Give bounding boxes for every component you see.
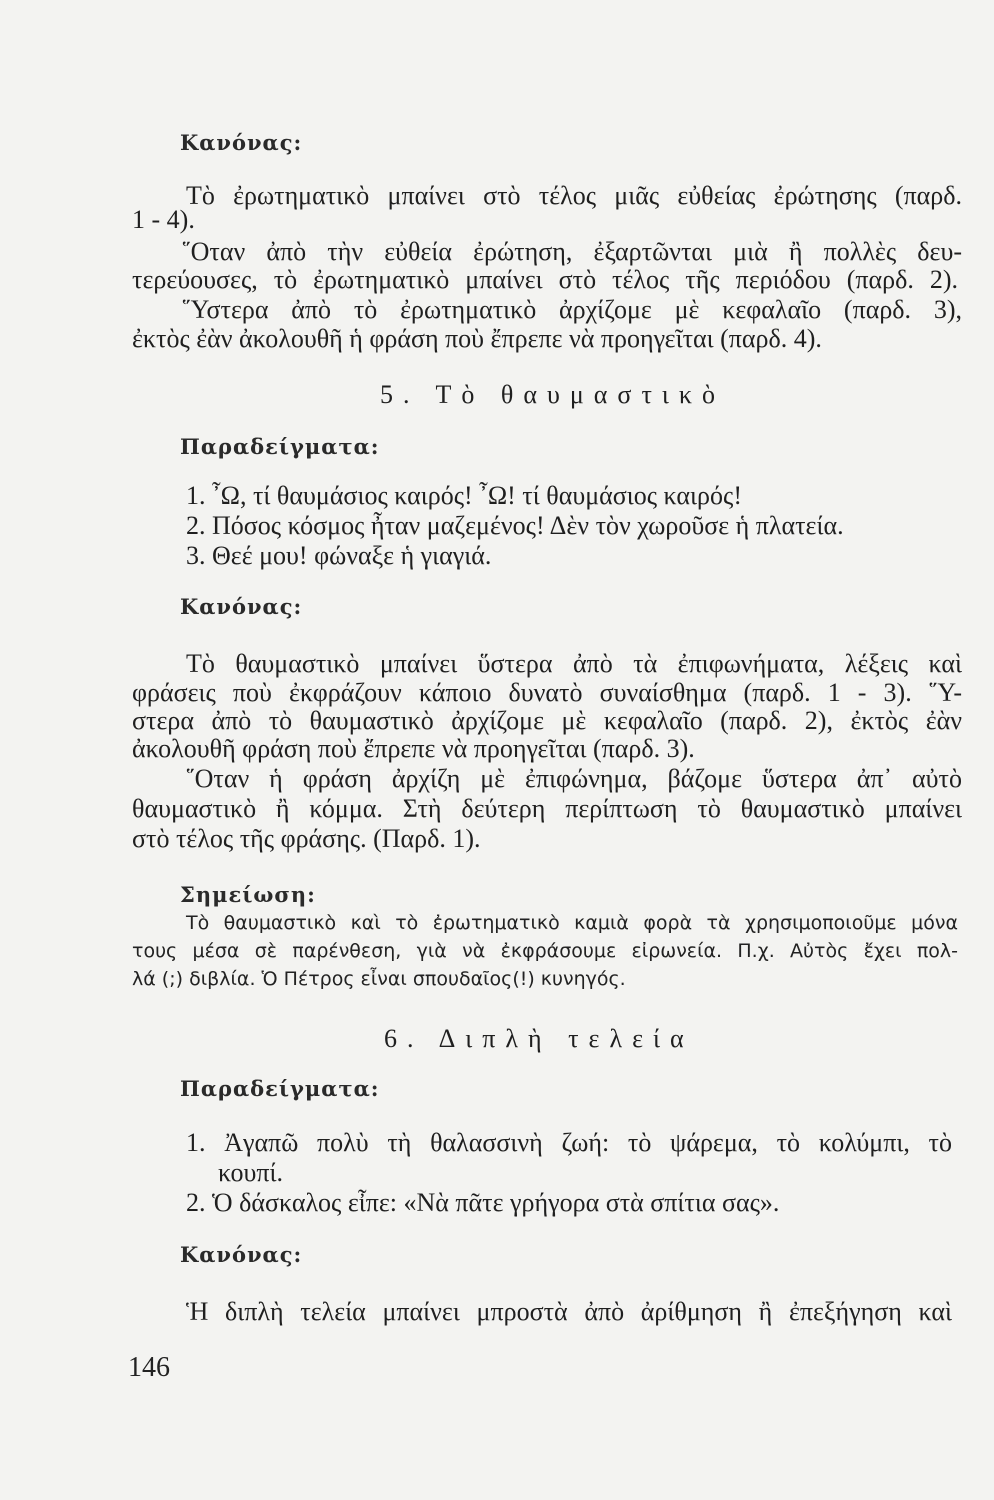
rule-line: φράσεις ποὺ ἐκφράζουν κάποιο δυνατὸ συναίσθημα (παρδ. 1 - 3). ῞Υ-: [132, 678, 962, 707]
rule-line: Τὸ ἐρωτηματικὸ μπαίνει στὸ τέλος μιᾶς εὐθείας ἐρώτησης (παρδ.: [186, 181, 962, 210]
rule-line: ἐκτὸς ἐὰν ἀκολουθῆ ἡ φράση ποὺ ἔπρεπε νὰ προηγεῖται (παρδ. 4).: [132, 324, 822, 353]
rule-line: 1 - 4).: [132, 205, 195, 234]
note-line: τους μέσα σὲ παρένθεση, γιὰ νὰ ἐκφράσουμε εἰρωνεία. Π.χ. Αὐτὸς ἔχει πολ-: [132, 940, 958, 962]
rule-line: τερεύουσες, τὸ ἐρωτηματικὸ μπαίνει στὸ τέλος τῆς περιόδου (παρδ. 2).: [132, 265, 958, 294]
rule-line: στερα ἀπὸ τὸ θαυμαστικὸ ἀρχίζομε μὲ κεφαλαῖο (παρδ. 2), ἐκτὸς ἐὰν: [132, 706, 962, 735]
section-title: 6. Διπλὴ τελεία: [384, 1024, 694, 1053]
example-item: 2. Ὁ δάσκαλος εἶπε: «Νὰ πᾶτε γρήγορα στὰ σπίτια σας».: [186, 1188, 780, 1217]
example-item: 2. Πόσος κόσμος ἦταν μαζεμένος! Δὲν τὸν χωροῦσε ἡ πλατεία.: [186, 511, 844, 540]
rule-line: ἀκολουθῆ φράση ποὺ ἔπρεπε νὰ προηγεῖται (παρδ. 3).: [132, 734, 695, 763]
rule-line: ῞Οταν ἡ φράση ἀρχίζη μὲ ἐπιφώνημα, βάζομε ὕστερα ἀπ᾿ αὐτὸ: [186, 764, 962, 793]
note-heading: Σημείωση:: [180, 882, 316, 907]
rule-line: ῞Οταν ἀπὸ τὴν εὐθεία ἐρώτηση, ἐξαρτῶνται μιὰ ἢ πολλὲς δευ-: [182, 237, 962, 266]
rule-line: Τὸ θαυμαστικὸ μπαίνει ὕστερα ἀπὸ τὰ ἐπιφωνήματα, λέξεις καὶ: [186, 649, 962, 678]
examples-heading: Παραδείγματα:: [180, 434, 380, 459]
rule-heading: Κανόνας:: [180, 1242, 303, 1267]
examples-heading: Παραδείγματα:: [180, 1076, 380, 1101]
rule-line: ῞Υστερα ἀπὸ τὸ ἐρωτηματικὸ ἀρχίζομε μὲ κεφαλαῖο (παρδ. 3),: [182, 295, 962, 324]
rule-line: στὸ τέλος τῆς φράσης. (Παρδ. 1).: [132, 824, 481, 853]
example-item: 1. ῏Ω, τί θαυμάσιος καιρός! ῏Ω! τί θαυμάσιος καιρός!: [186, 481, 742, 510]
section-title: 5. Τὸ θαυμαστικὸ: [380, 380, 725, 409]
rule-heading: Κανόνας:: [180, 130, 303, 155]
example-item: κουπί.: [218, 1158, 284, 1187]
example-item: 3. Θεέ μου! φώναξε ἡ γιαγιά.: [186, 541, 492, 570]
note-line: λά (;) διβλία. Ὁ Πέτρος εἶναι σπουδαῖος(!) κυνηγός.: [132, 968, 626, 990]
rule-heading: Κανόνας:: [180, 594, 303, 619]
note-line: Τὸ θαυμαστικὸ καὶ τὸ ἐρωτηματικὸ καμιὰ φορὰ τὰ χρησιμοποιοῦμε μόνα: [186, 912, 958, 934]
rule-line: θαυμαστικὸ ἢ κόμμα. Στὴ δεύτερη περίπτωση τὸ θαυμαστικὸ μπαίνει: [132, 794, 962, 823]
example-item: 1. Ἀγαπῶ πολὺ τὴ θαλασσινὴ ζωή: τὸ ψάρεμα, τὸ κολύμπι, τὸ: [186, 1128, 952, 1157]
rule-line: Ἡ διπλὴ τελεία μπαίνει μπροστὰ ἀπὸ ἀρίθμηση ἢ ἐπεξήγηση καὶ: [186, 1297, 952, 1326]
page-number: 146: [128, 1352, 170, 1383]
